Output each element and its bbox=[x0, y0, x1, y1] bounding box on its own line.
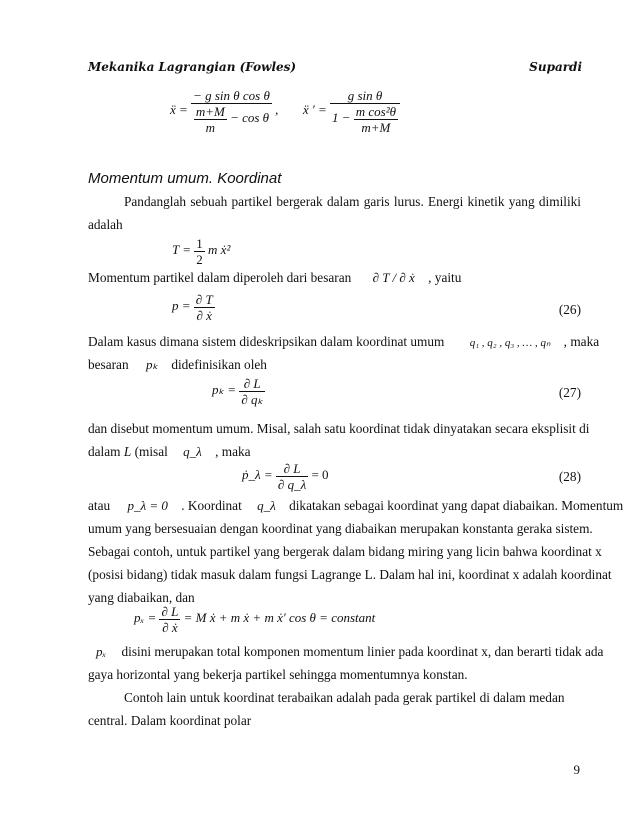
expr-p-lambda-zero: p_λ = 0 bbox=[127, 498, 168, 513]
line-besaran bbox=[88, 357, 267, 373]
fraction-partial bbox=[276, 461, 308, 492]
expr-px: pₓ bbox=[96, 644, 107, 659]
text-after: didefinisikan oleh bbox=[171, 357, 267, 372]
fraction-denominator: ∂ ẋ bbox=[162, 620, 178, 635]
line-px bbox=[96, 644, 603, 660]
fraction-partial bbox=[239, 376, 265, 407]
equation-28 bbox=[242, 461, 329, 492]
page-number: 9 bbox=[573, 762, 580, 777]
fraction-numerator: ∂ L bbox=[161, 604, 179, 619]
fraction-numerator: 1 bbox=[196, 236, 203, 251]
running-header-left: Mekanika Lagrangian (Fowles) bbox=[88, 60, 297, 74]
equation-kinetic-energy bbox=[172, 236, 230, 267]
expr-q-lambda: q_λ bbox=[183, 444, 202, 459]
line-misal bbox=[88, 444, 251, 460]
text-mid: . Koordinat bbox=[181, 498, 242, 513]
text-before: besaran bbox=[88, 357, 129, 372]
running-header-right: Supardi bbox=[529, 60, 582, 74]
fraction-acceleration bbox=[191, 88, 272, 135]
inner-tail: − cos θ bbox=[230, 110, 270, 126]
fraction-denominator bbox=[191, 104, 272, 135]
fraction-denominator bbox=[330, 104, 400, 135]
fraction-partial bbox=[159, 604, 180, 635]
fraction-half bbox=[194, 236, 205, 267]
eq-rhs: m ẋ² bbox=[208, 242, 231, 258]
equation-px bbox=[134, 604, 375, 635]
equation-27 bbox=[212, 376, 265, 407]
inner-denominator: m+M bbox=[361, 120, 391, 135]
line-general-coordinates bbox=[88, 334, 599, 350]
eq-lhs-xddot: ẍ = bbox=[170, 102, 188, 118]
line-atau bbox=[88, 498, 623, 514]
line-momentum bbox=[88, 270, 461, 286]
equation-26 bbox=[172, 292, 215, 323]
inner-fraction bbox=[354, 104, 398, 135]
paragraph-line: central. Dalam koordinat polar bbox=[88, 713, 252, 728]
eq-lhs: ṗ_λ = bbox=[242, 467, 273, 483]
text-after: disini merupakan total komponen momentum linier pada koordinat x, dan berarti tidak ada bbox=[121, 644, 604, 659]
eq-rhs: = M ẋ + m ẋ + m ẋ′ cos θ = constant bbox=[183, 610, 376, 626]
fraction-denominator: ∂ q_λ bbox=[277, 477, 307, 492]
inner-denominator: m bbox=[205, 120, 215, 135]
text-before: atau bbox=[88, 498, 111, 513]
inner-numerator: m+M bbox=[195, 104, 225, 119]
fraction-acceleration-prime bbox=[330, 88, 400, 135]
expr-q-lambda: q_λ bbox=[257, 498, 276, 513]
symbol-L: L bbox=[123, 444, 132, 459]
eq-lhs: pₓ = bbox=[134, 610, 157, 626]
paragraph-line: Contoh lain untuk koordinat terabaikan adalah pada gerak partikel di dalam medan bbox=[124, 690, 565, 705]
fraction-numerator: − g sin θ cos θ bbox=[193, 88, 270, 103]
paragraph-line: umum yang bersesuaian dengan koordinat yang diabaikan merupakan konstanta geraka sistem. bbox=[88, 521, 593, 536]
text-before: Momentum partikel dalam diperoleh dari besaran bbox=[88, 270, 352, 285]
equation-number-28: (28) bbox=[558, 469, 581, 484]
fraction-numerator: ∂ L bbox=[276, 461, 308, 477]
expr-dT-dx: ∂ T / ∂ ẋ bbox=[372, 270, 415, 285]
fraction-denominator: ∂ ẋ bbox=[196, 308, 212, 323]
fraction-denominator: 2 bbox=[196, 252, 203, 267]
paragraph-line: (posisi bidang) tidak masuk dalam fungsi Lagrange L. Dalam hal ini, koordinat x adalah koordinat bbox=[88, 567, 612, 582]
text-after: , maka bbox=[215, 444, 251, 459]
fraction-numerator: ∂ T bbox=[195, 292, 213, 307]
paragraph-line: Sebagai contoh, untuk partikel yang bergerak dalam bidang miring yang licin bahwa koordinat x bbox=[88, 544, 602, 559]
text-before: Dalam kasus dimana sistem dideskripsikan dalam koordinat umum bbox=[88, 334, 445, 349]
text-before: dalam bbox=[88, 444, 121, 459]
eq-lhs-xprime: ẍ ′ = bbox=[302, 102, 327, 118]
equation-number-26: (26) bbox=[558, 302, 581, 317]
inner-fraction bbox=[194, 104, 227, 135]
eq-rhs: = 0 bbox=[311, 467, 329, 483]
eq-lhs: T = bbox=[172, 242, 192, 258]
eq-lhs: p = bbox=[172, 298, 191, 314]
fraction-numerator: ∂ L bbox=[239, 376, 265, 392]
inner-numerator: m cos²θ bbox=[355, 104, 397, 119]
paragraph-line: yang diabaikan, dan bbox=[88, 590, 195, 605]
text-mid: (misal bbox=[134, 444, 168, 459]
fraction-partial bbox=[194, 292, 215, 323]
section-title: Momentum umum. Koordinat bbox=[88, 170, 282, 187]
paragraph-general-momentum: dan disebut momentum umum. Misal, salah satu koordinat tidak dinyatakan secara eksplisit di bbox=[88, 421, 590, 436]
fraction-numerator: g sin θ bbox=[330, 88, 400, 104]
paragraph-intro: Pandanglah sebuah partikel bergerak dalam garis lurus. Energi kinetik yang dimiliki adalah bbox=[88, 194, 581, 232]
eq-comma: , bbox=[275, 102, 279, 118]
text-after: , maka bbox=[563, 334, 600, 349]
paragraph-line: gaya horizontal yang bekerja partikel sehingga momentumnya konstan. bbox=[88, 667, 468, 682]
fraction-denominator: ∂ qₖ bbox=[241, 392, 264, 407]
eq-lhs: pₖ = bbox=[212, 382, 237, 398]
expr-coordinates: q₁ , q₂ , q₃ , … , qₙ bbox=[469, 337, 551, 349]
equation-accelerations bbox=[170, 88, 400, 135]
text-after: , yaitu bbox=[428, 270, 462, 285]
den-lead: 1 − bbox=[331, 110, 351, 126]
expr-pk: pₖ bbox=[145, 357, 158, 372]
equation-number-27: (27) bbox=[558, 385, 581, 400]
text-after: dikatakan sebagai koordinat yang dapat diabaikan. Momentum bbox=[289, 498, 624, 513]
